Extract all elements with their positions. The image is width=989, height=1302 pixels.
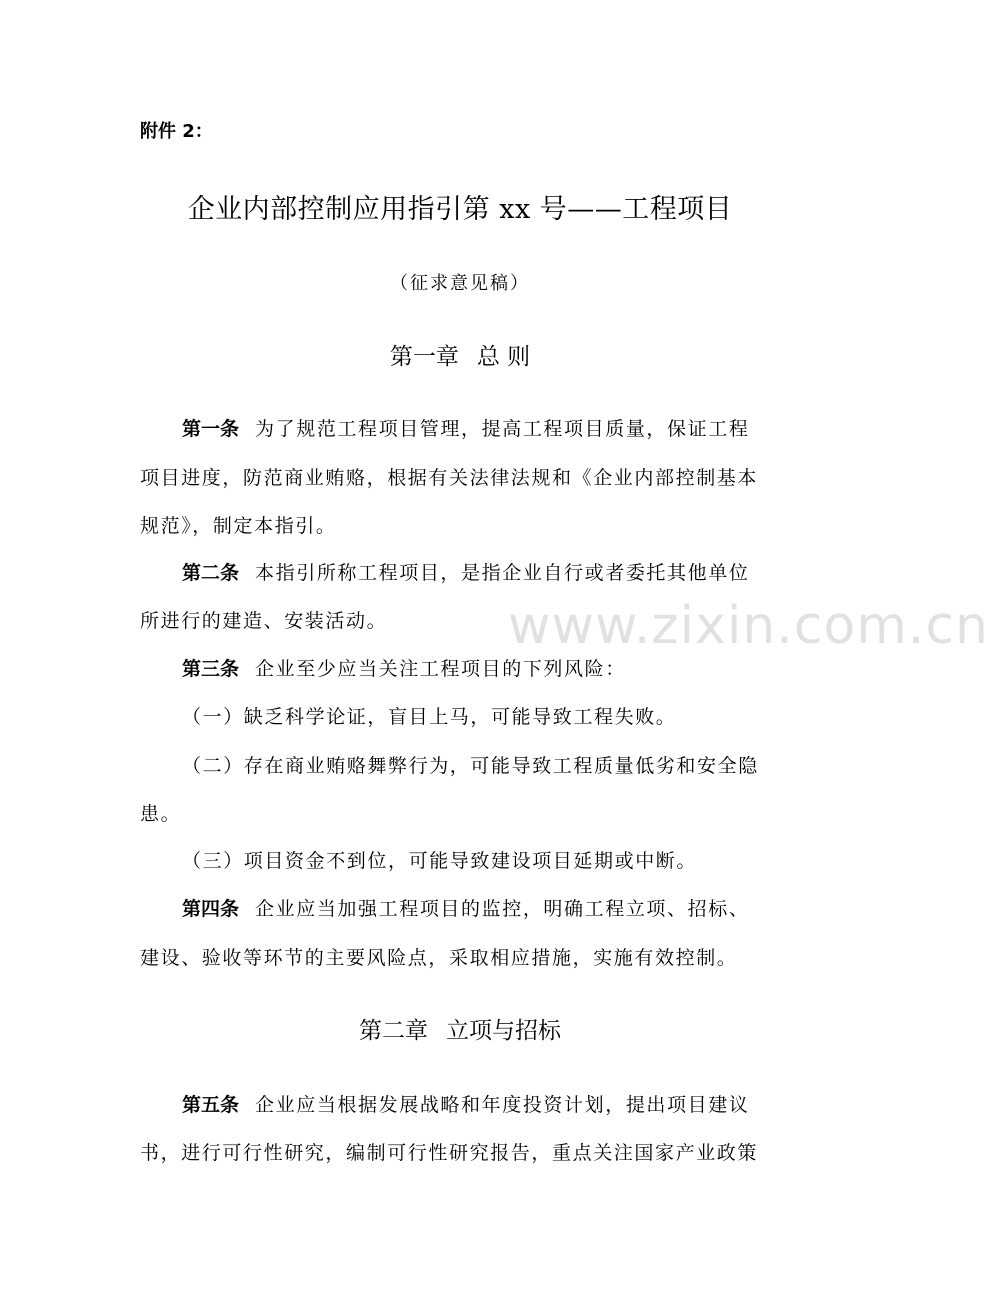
chapter-name: 总 则 [476, 344, 531, 370]
article-5-line-1 [182, 1090, 790, 1120]
article-text: 企业至少应当关注工程项目的下列风险： [255, 658, 626, 680]
article-3-item-2-line-1: （二）存在商业贿赂舞弊行为，可能导致工程质量低劣和安全隐 [182, 755, 759, 777]
article-5-line-2: 书，进行可行性研究，编制可行性研究报告，重点关注国家产业政策 [140, 1142, 759, 1164]
article-4-line-2: 建设、验收等环节的主要风险点，采取相应措施，实施有效控制。 [140, 947, 738, 969]
watermark: www.zixin.com.cn [508, 596, 989, 656]
article-1-line-3: 规范》，制定本指引。 [140, 515, 337, 537]
article-label: 第三条 [182, 658, 240, 680]
article-label: 第一条 [182, 418, 240, 440]
article-text: 企业应当根据发展战略和年度投资计划，提出项目建议 [255, 1094, 750, 1116]
document-title: 企业内部控制应用指引第 xx 号——工程项目 [187, 194, 733, 225]
article-1-line-2: 项目进度，防范商业贿赂，根据有关法律法规和《企业内部控制基本 [140, 467, 759, 489]
article-label: 第四条 [182, 898, 240, 920]
chapter-number: 第二章 [359, 1018, 428, 1044]
article-label: 第五条 [182, 1094, 240, 1116]
article-label: 第二条 [182, 562, 240, 584]
article-text: 为了规范工程项目管理，提高工程项目质量，保证工程 [255, 418, 750, 440]
article-text: 本指引所称工程项目，是指企业自行或者委托其他单位 [255, 562, 750, 584]
attachment-label: 附件 2： [140, 121, 213, 142]
document-subtitle: （征求意见稿） [390, 273, 530, 294]
article-4-line-1 [182, 894, 790, 924]
chapter-number: 第一章 [389, 344, 459, 370]
article-3-item-1: （一）缺乏科学论证，盲目上马，可能导致工程失败。 [182, 706, 677, 728]
chapter-heading-2 [0, 1014, 920, 1048]
article-3-item-2-line-2: 患。 [140, 803, 182, 825]
chapter-name: 立项与招标 [446, 1018, 561, 1044]
article-3-item-3: （三）项目资金不到位，可能导致建设项目延期或中断。 [182, 850, 698, 872]
article-text: 企业应当加强工程项目的监控，明确工程立项、招标、 [255, 898, 750, 920]
chapter-heading-1 [0, 340, 920, 374]
article-1-line-1 [182, 414, 790, 444]
article-3-line-1 [182, 654, 790, 684]
article-2-line-1 [182, 558, 790, 588]
article-2-line-2: 所进行的建造、安装活动。 [140, 610, 388, 632]
